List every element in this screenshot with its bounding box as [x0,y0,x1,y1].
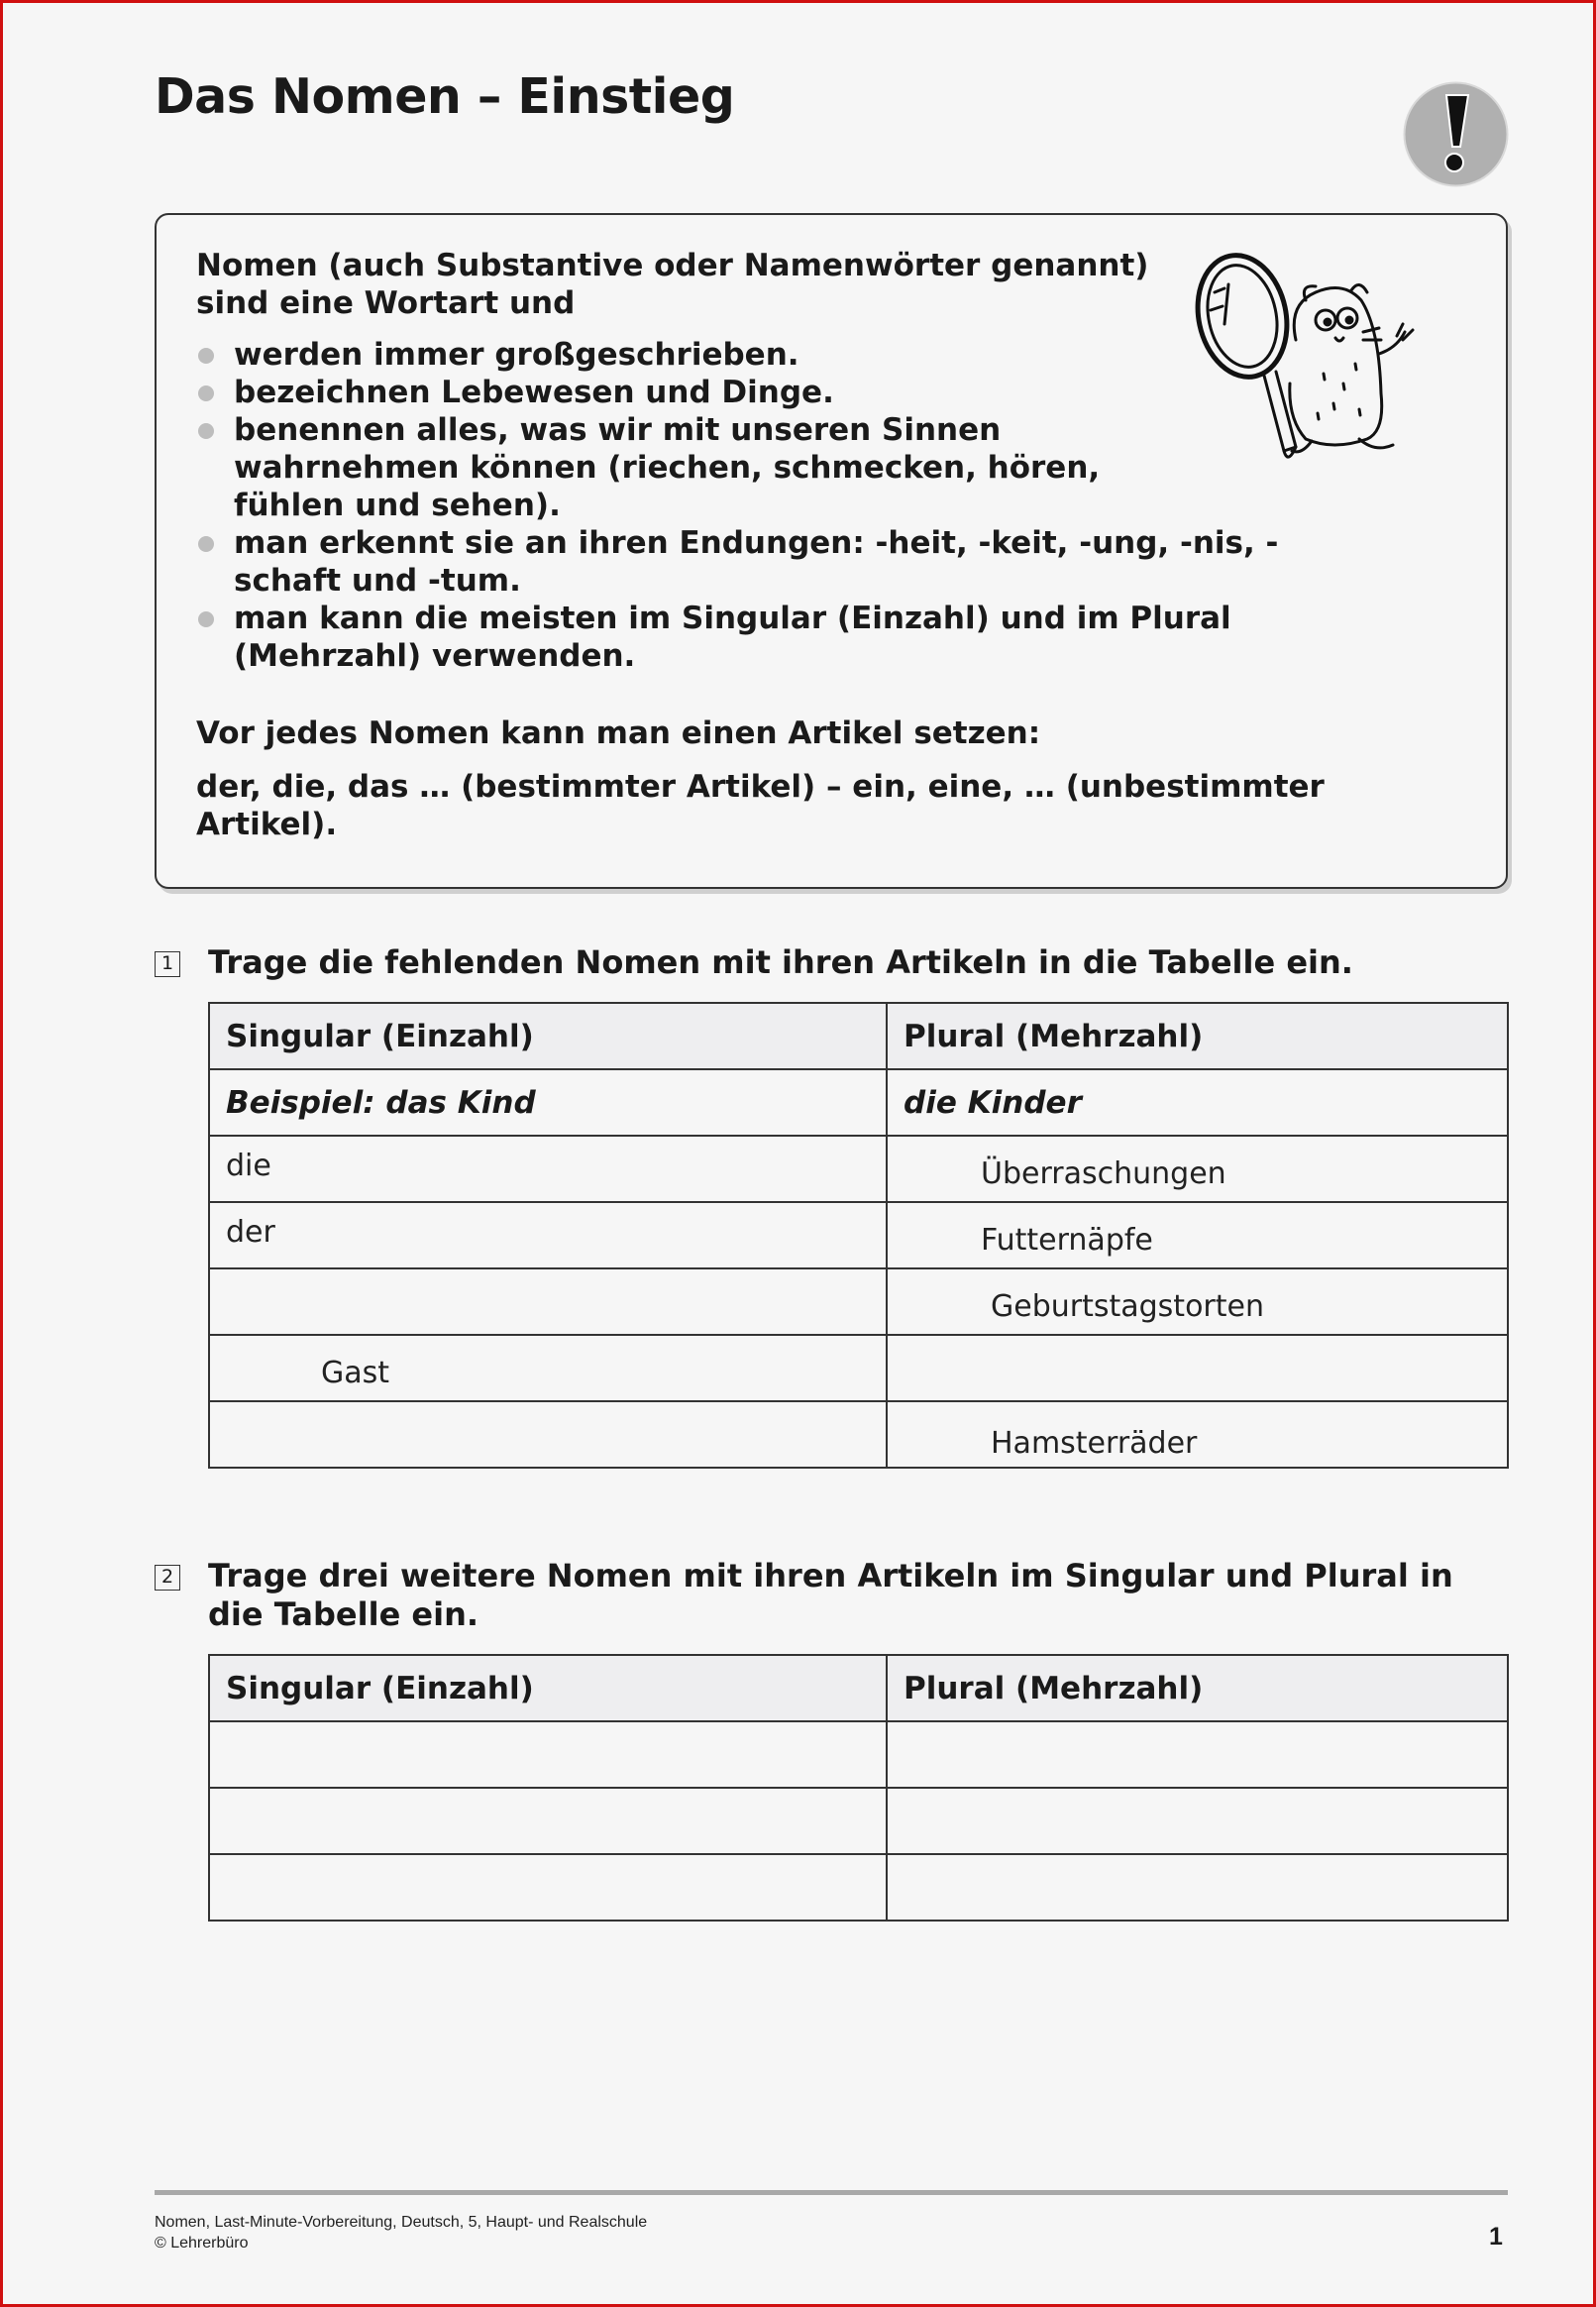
row-singular[interactable] [209,1721,887,1788]
table-row [209,1335,1508,1401]
table-row [209,1401,1508,1468]
table-example-row [209,1069,1508,1136]
footer-line2: © Lehrerbüro [155,2235,249,2252]
row-plural[interactable] [887,1854,1508,1921]
info-box [155,213,1508,889]
table-row [209,1854,1508,1921]
row-singular[interactable] [209,1401,887,1468]
header-singular: Singular (Einzahl) [209,1655,887,1721]
info-text [196,247,1326,843]
task-1-table [208,1002,1509,1469]
table-row [209,1721,1508,1788]
info-bullet: man kann die meisten im Singular (Einzahl) und im Plural (Mehrzahl) verwenden. [196,600,1363,675]
header-plural: Plural (Mehrzahl) [887,1655,1508,1721]
row-singular[interactable] [209,1268,887,1335]
artikel-intro: Vor jedes Nomen kann man einen Artikel setzen: [196,715,1041,751]
bullet-dot-icon [198,348,214,364]
example-plural: die Kinder [887,1069,1508,1136]
info-bullet: benennen alles, was wir mit unseren Sinnen wahrnehmen können (riechen, schmecken, hören, fühlen und sehen). [196,411,1205,524]
header-singular: Singular (Einzahl) [209,1003,887,1069]
task-1-text: Trage die fehlenden Nomen mit ihren Artikeln in die Tabelle ein. [208,943,1353,981]
bullet-dot-icon [198,536,214,552]
table-row [209,1788,1508,1854]
task-2-table [208,1654,1509,1922]
exclamation-badge-icon [1403,81,1509,187]
task-2-text: Trage drei weitere Nomen mit ihren Artikeln im Singular und Plural in die Tabelle ein. [208,1557,1453,1633]
row-singular[interactable]: Gast [209,1335,887,1401]
row-plural[interactable]: Geburtstagstorten [887,1268,1508,1335]
info-bullet: werden immer großgeschrieben. [196,336,1326,374]
page-number: 1 [1489,2223,1503,2251]
bullet-dot-icon [198,423,214,439]
example-singular: Beispiel: das Kind [209,1069,887,1136]
row-singular[interactable] [209,1854,887,1921]
header-plural: Plural (Mehrzahl) [887,1003,1508,1069]
footer-text [155,2212,647,2253]
info-bullet: man erkennt sie an ihren Endungen: -heit, -keit, -ung, -nis, -schaft und -tum. [196,524,1284,600]
table-header-row [209,1655,1508,1721]
footer-divider [155,2190,1508,2195]
row-singular[interactable] [209,1788,887,1854]
artikel-line: der, die, das … (bestimmter Artikel) – ein, eine, … (unbestimmter Artikel). [196,769,1325,842]
row-singular[interactable]: der [209,1202,887,1268]
row-plural[interactable] [887,1335,1508,1401]
hamster-magnifier-icon [1185,245,1433,502]
row-plural[interactable] [887,1788,1508,1854]
table-row [209,1202,1508,1268]
footer-line1: Nomen, Last-Minute-Vorbereitung, Deutsch, 5, Haupt- und Realschule [155,2214,648,2231]
table-header-row [209,1003,1508,1069]
row-plural[interactable]: Futternäpfe [887,1202,1508,1268]
info-bullet: bezeichnen Lebewesen und Dinge. [196,374,1326,411]
bullet-dot-icon [198,611,214,627]
row-plural[interactable] [887,1721,1508,1788]
page-title: Das Nomen – Einstieg [155,68,735,125]
badge-symbol: ! [1403,81,1404,82]
table-row [209,1268,1508,1335]
info-bullet-list [196,336,1326,675]
table-row [209,1136,1508,1202]
row-plural[interactable]: Hamsterräder [887,1401,1508,1468]
row-singular[interactable]: die [209,1136,887,1202]
row-plural[interactable]: Überraschungen [887,1136,1508,1202]
task-1-number: 1 [155,951,180,977]
info-intro-line2: sind eine Wortart und [196,285,576,321]
info-intro-line1: Nomen (auch Substantive oder Namenwörter genannt) [196,248,1149,283]
bullet-dot-icon [198,385,214,401]
task-2-number: 2 [155,1565,180,1591]
